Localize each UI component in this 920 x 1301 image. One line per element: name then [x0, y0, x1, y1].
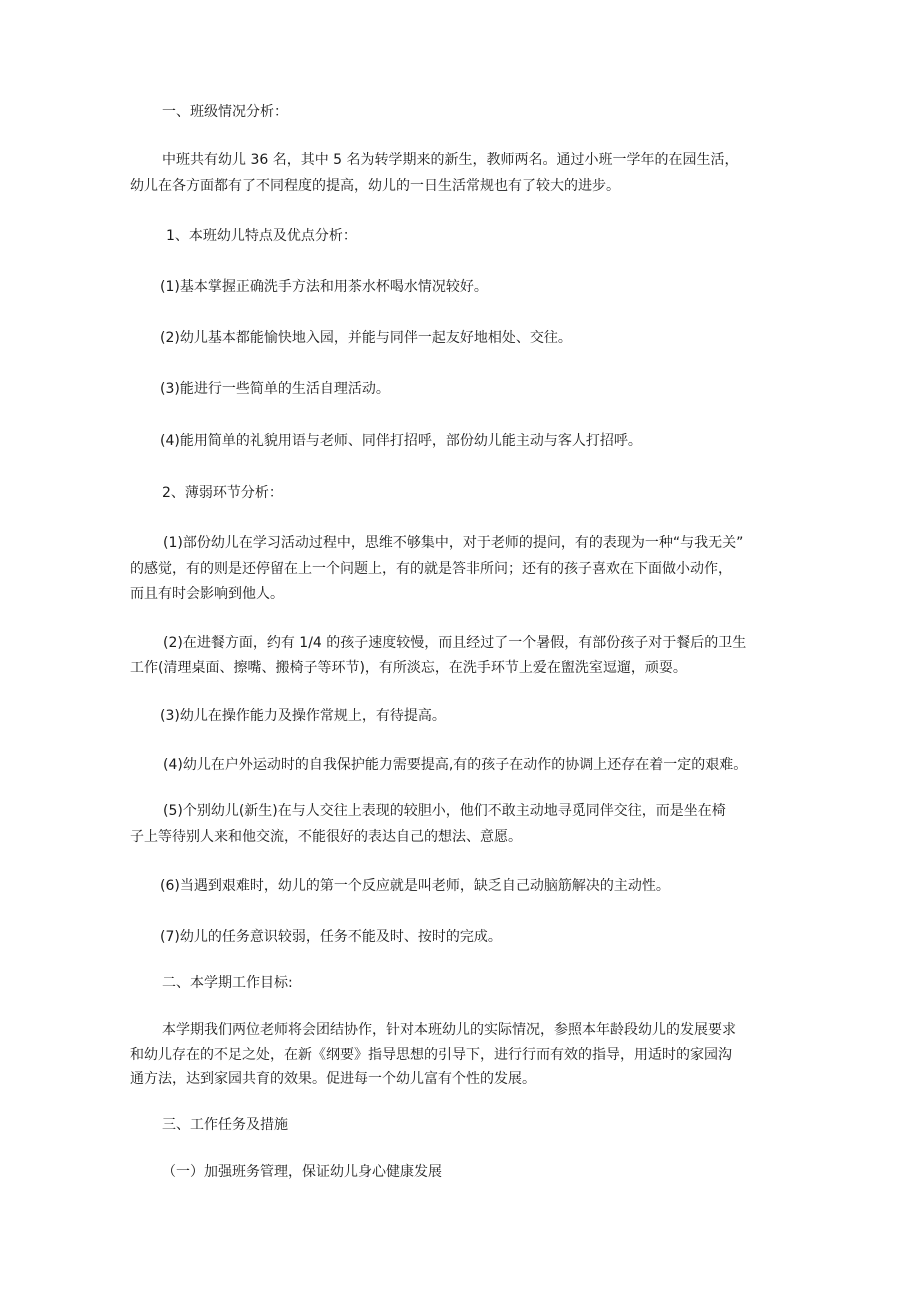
paragraph-line: 通方法，达到家园共育的效果。促进每一个幼儿富有个性的发展。: [130, 1071, 536, 1087]
list-item: (3)能进行一些简单的生活自理活动。: [160, 381, 390, 397]
paragraph-line: 而且有时会影响到他人。: [130, 586, 284, 602]
heading-class-analysis: 一、班级情况分析：: [162, 104, 288, 120]
list-item: (2)在进餐方面，约有 1/4 的孩子速度较慢，而且经过了一个暑假，有部份孩子对于餐后的卫生: [163, 635, 747, 651]
subheading-weaknesses: 2、薄弱环节分析：: [162, 485, 283, 501]
list-item: (4)能用简单的礼貌用语与老师、同伴打招呼，部份幼儿能主动与客人打招呼。: [160, 433, 642, 449]
paragraph-line: 子上等待别人来和他交流，不能很好的表达自己的想法、意愿。: [130, 829, 522, 845]
list-item: (4)幼儿在户外运动时的自我保护能力需要提高,有的孩子在动作的协调上还存在着一定的艰难。: [163, 757, 748, 773]
subheading-class-management: （一）加强班务管理，保证幼儿身心健康发展: [162, 1164, 442, 1180]
paragraph-line: 的感觉，有的则是还停留在上一个问题上，有的就是答非所问；还有的孩子喜欢在下面做小动作，: [130, 561, 732, 577]
list-item: (3)幼儿在操作能力及操作常规上，有待提高。: [160, 708, 446, 724]
subheading-strengths: 1、本班幼儿特点及优点分析：: [166, 228, 357, 244]
heading-tasks-measures: 三、工作任务及措施: [162, 1117, 288, 1133]
paragraph-line: 和幼儿存在的不足之处，在新《纲要》指导思想的引导下，进行行而有效的指导，用适时的家园沟: [130, 1047, 732, 1063]
list-item: (5)个别幼儿(新生)在与人交往上表现的较胆小，他们不敢主动地寻觅同伴交往，而是坐在椅: [163, 803, 726, 819]
heading-semester-goals: 二、本学期工作目标:: [162, 975, 293, 991]
list-item: (6)当遇到艰难时，幼儿的第一个反应就是叫老师，缺乏自己动脑筋解决的主动性。: [160, 878, 670, 894]
paragraph-line: 工作(清理桌面、擦嘴、搬椅子等环节)，有所淡忘，在洗手环节上爱在盥洗室逗遛，顽耍。: [130, 660, 687, 676]
list-item: (1)基本掌握正确洗手方法和用茶水杯喝水情况较好。: [160, 279, 488, 295]
paragraph-line: 本学期我们两位老师将会团结协作，针对本班幼儿的实际情况，参照本年龄段幼儿的发展要求: [162, 1022, 736, 1038]
paragraph-line: 幼儿在各方面都有了不同程度的提高，幼儿的一日生活常规也有了较大的进步。: [130, 178, 620, 194]
list-item: (7)幼儿的任务意识较弱，任务不能及时、按时的完成。: [160, 929, 502, 945]
list-item: (1)部份幼儿在学习活动过程中，思维不够集中，对于老师的提问，有的表现为一种“与我无关”: [163, 535, 744, 551]
paragraph-line: 中班共有幼儿 36 名，其中 5 名为转学期来的新生，教师两名。通过小班一学年的在园生活，: [162, 152, 739, 168]
list-item: (2)幼儿基本都能愉快地入园，并能与同伴一起友好地相处、交往。: [160, 330, 572, 346]
